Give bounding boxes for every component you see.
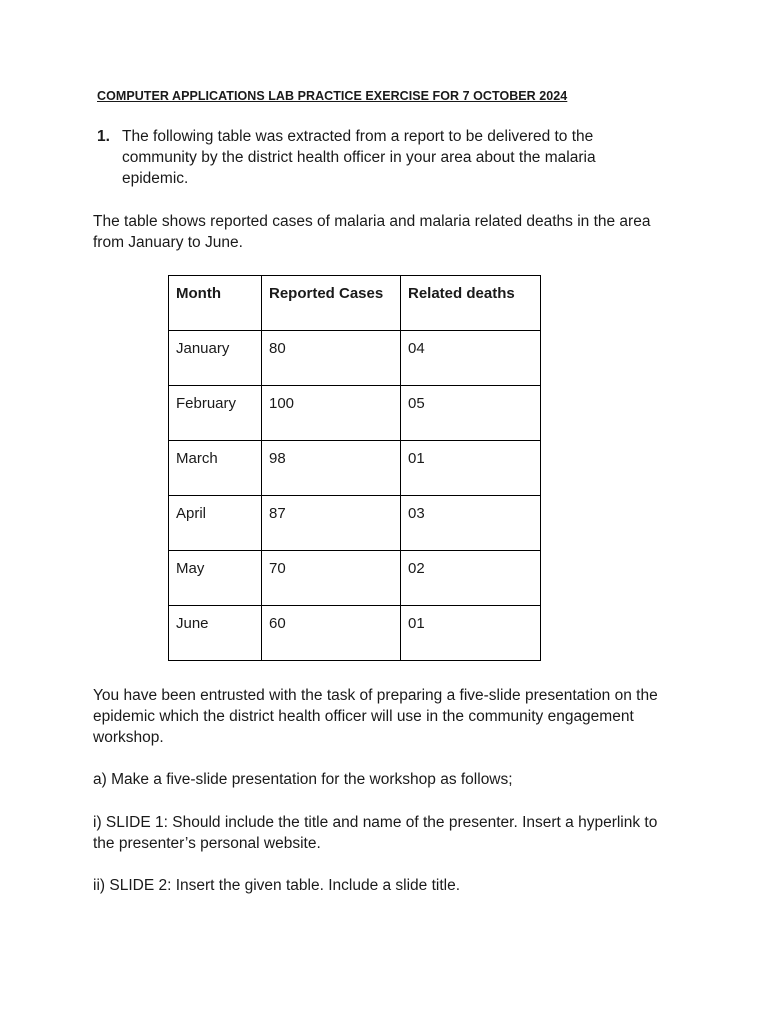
cell-related-deaths: 01 bbox=[401, 606, 541, 661]
cell-reported-cases: 60 bbox=[262, 606, 401, 661]
cell-related-deaths: 04 bbox=[401, 331, 541, 386]
cell-month: May bbox=[169, 551, 262, 606]
intro-paragraph: The table shows reported cases of malaria and malaria related deaths in the area from January to June. bbox=[93, 213, 651, 251]
cell-related-deaths: 02 bbox=[401, 551, 541, 606]
header-cell-month: Month bbox=[169, 276, 262, 331]
question-number: 1. bbox=[97, 128, 110, 145]
cell-month: April bbox=[169, 496, 262, 551]
cell-month: February bbox=[169, 386, 262, 441]
document-title: COMPUTER APPLICATIONS LAB PRACTICE EXERCISE FOR 7 OCTOBER 2024 bbox=[97, 89, 568, 103]
header-cell-reported-cases: Reported Cases bbox=[262, 276, 401, 331]
table-row bbox=[169, 606, 541, 661]
cell-reported-cases: 98 bbox=[262, 441, 401, 496]
header-cell-related-deaths: Related deaths bbox=[401, 276, 541, 331]
cell-month: March bbox=[169, 441, 262, 496]
question-text: The following table was extracted from a report to be delivered to the community by the district health officer in your area about the malaria epidemic. bbox=[122, 128, 596, 187]
cell-reported-cases: 80 bbox=[262, 331, 401, 386]
table-header-row bbox=[169, 276, 541, 331]
cell-related-deaths: 01 bbox=[401, 441, 541, 496]
task-paragraph: You have been entrusted with the task of preparing a five-slide presentation on the epidemic which the district health officer will use in the community engagement workshop. bbox=[93, 687, 658, 746]
table-row bbox=[169, 386, 541, 441]
cell-reported-cases: 87 bbox=[262, 496, 401, 551]
table-row bbox=[169, 551, 541, 606]
malaria-table bbox=[168, 275, 541, 661]
cell-month: January bbox=[169, 331, 262, 386]
cell-reported-cases: 70 bbox=[262, 551, 401, 606]
cell-reported-cases: 100 bbox=[262, 386, 401, 441]
table-row bbox=[169, 441, 541, 496]
cell-month: June bbox=[169, 606, 262, 661]
cell-related-deaths: 03 bbox=[401, 496, 541, 551]
part-ii-instruction: ii) SLIDE 2: Insert the given table. Include a slide title. bbox=[93, 877, 461, 894]
cell-related-deaths: 05 bbox=[401, 386, 541, 441]
table-row bbox=[169, 331, 541, 386]
part-i-instruction: i) SLIDE 1: Should include the title and name of the presenter. Insert a hyperlink to the presenter’s personal website. bbox=[93, 814, 658, 852]
question-1 bbox=[97, 126, 657, 189]
part-a-instruction: a) Make a five-slide presentation for the workshop as follows; bbox=[93, 771, 513, 788]
table-row bbox=[169, 496, 541, 551]
